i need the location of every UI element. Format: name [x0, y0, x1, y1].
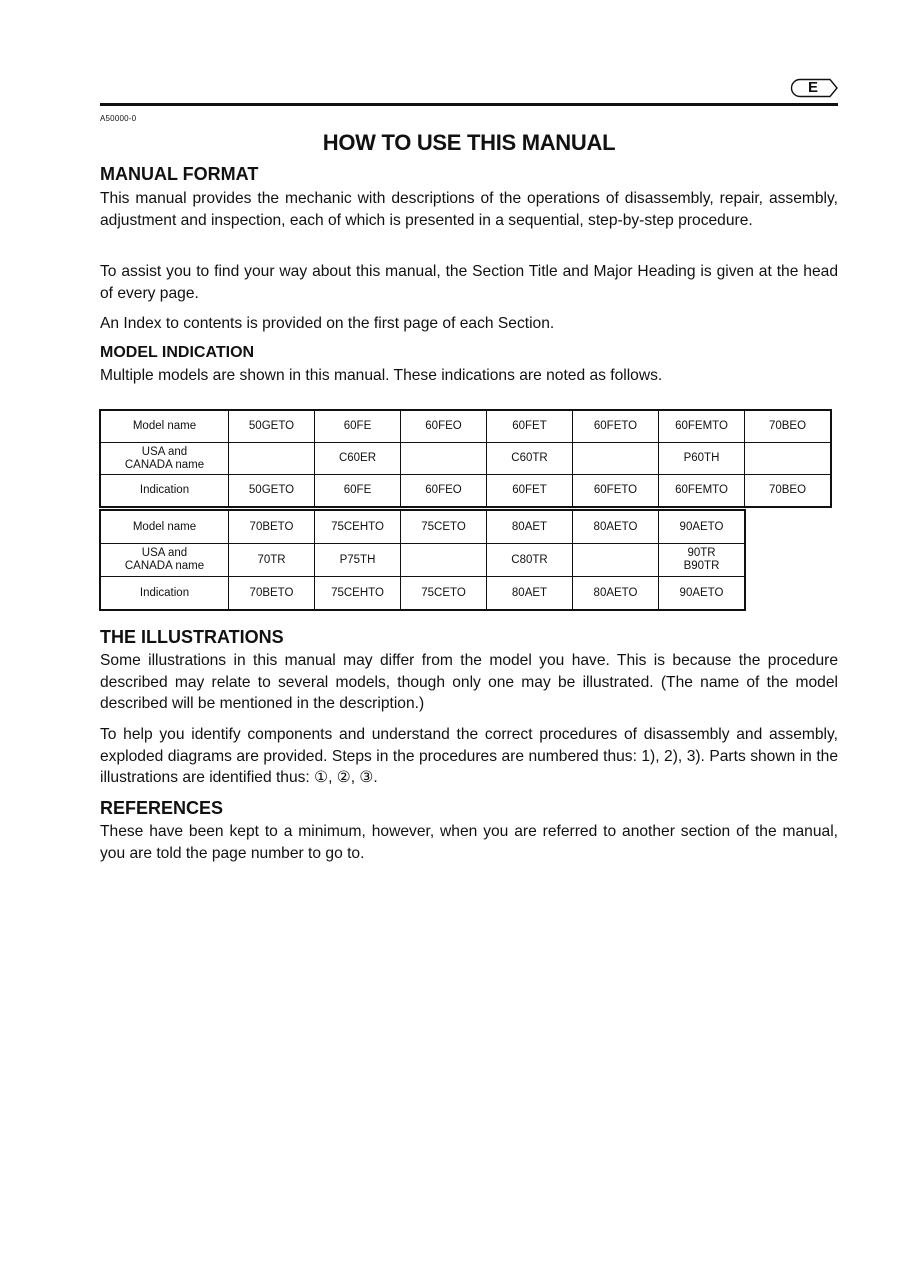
model-indication-heading: MODEL INDICATION [100, 344, 255, 361]
table-row [100, 544, 745, 577]
table-row [100, 475, 831, 508]
table-row [100, 510, 745, 544]
table-cell: 60FET [487, 410, 573, 443]
table-cell: 60FEO [401, 475, 487, 508]
manual-format-heading: MANUAL FORMAT [100, 164, 259, 184]
table-cell: C60TR [487, 443, 573, 475]
page-title: HOW TO USE THIS MANUAL [322, 130, 616, 155]
table-cell: 60FEMTO [659, 475, 745, 508]
table-cell: P60TH [659, 443, 745, 475]
table-row [100, 443, 831, 475]
table-cell: 50GETO [229, 410, 315, 443]
illustrations-heading: THE ILLUSTRATIONS [100, 627, 284, 647]
model-indication-intro: Multiple models are shown in this manual. These indications are noted as follows. [100, 367, 663, 384]
table-cell [745, 443, 832, 475]
references-heading: REFERENCES [100, 798, 224, 818]
table-cell [401, 443, 487, 475]
model-table-1 [99, 409, 832, 508]
row-label-text: USA and CANADA name [124, 547, 205, 572]
table-cell: 75CEHTO [315, 510, 401, 544]
table-cell [401, 544, 487, 577]
table-cell: 70BEO [745, 475, 832, 508]
table-cell-text: 90TR B90TR [683, 547, 720, 572]
table-cell: 70BEO [745, 410, 832, 443]
row-label: Model name [100, 510, 229, 544]
table-cell: 80AET [487, 577, 573, 611]
table-cell: 90AETO [659, 510, 746, 544]
table-cell: 90AETO [659, 577, 746, 611]
language-letter: E [807, 79, 818, 96]
row-label [100, 544, 229, 577]
header-rule [100, 103, 838, 106]
table-cell: 75CETO [401, 577, 487, 611]
table-cell: 60FE [315, 475, 401, 508]
page-code: A50000-0 [100, 114, 137, 123]
table-cell: 60FETO [573, 475, 659, 508]
table-cell: P75TH [315, 544, 401, 577]
table-cell: C80TR [487, 544, 573, 577]
table-cell: 80AETO [573, 577, 659, 611]
table-cell: 50GETO [229, 475, 315, 508]
manual-format-paragraph-1: This manual provides the mechanic with descriptions of the operations of disassembly, repair, assembly, adjustment and inspection, each of which is presented in a sequential, step-by-step procedure. [100, 190, 838, 229]
manual-format-paragraph-3: An Index to contents is provided on the first page of each Section. [100, 315, 555, 332]
references-paragraph-1: These have been kept to a minimum, however, when you are referred to another section of the manual, you are told the page number to go to. [100, 823, 838, 862]
table-cell: 80AET [487, 510, 573, 544]
table-cell [229, 443, 315, 475]
table-cell: 70BETO [229, 510, 315, 544]
table-cell: 70BETO [229, 577, 315, 611]
row-label: Model name [100, 410, 229, 443]
language-badge [788, 78, 838, 98]
table-cell [573, 443, 659, 475]
row-label: Indication [100, 475, 229, 508]
row-label: Indication [100, 577, 229, 611]
table-cell: 70TR [229, 544, 315, 577]
table-cell: 60FEO [401, 410, 487, 443]
table-cell [659, 544, 746, 577]
illustrations-paragraph-2: To help you identify components and understand the correct procedures of disassembly and assembly, exploded diagrams are provided. Steps in the procedures are numbered thus: 1), 2), 3). Parts shown in the illustrations are identified thus: ①, ②, ③. [100, 726, 838, 786]
table-cell: 60FE [315, 410, 401, 443]
table-cell: 60FEMTO [659, 410, 745, 443]
table-row [100, 410, 831, 443]
manual-format-paragraph-2: To assist you to find your way about this manual, the Section Title and Major Heading is given at the head of every page. [100, 263, 838, 302]
model-table-2 [99, 509, 746, 611]
table-cell [573, 544, 659, 577]
table-cell: 75CETO [401, 510, 487, 544]
table-cell: C60ER [315, 443, 401, 475]
row-label-text: USA and CANADA name [124, 445, 205, 471]
table-cell: 80AETO [573, 510, 659, 544]
table-cell: 75CEHTO [315, 577, 401, 611]
table-row [100, 577, 745, 611]
table-cell: 60FETO [573, 410, 659, 443]
table-cell: 60FET [487, 475, 573, 508]
illustrations-paragraph-1: Some illustrations in this manual may differ from the model you have. This is because the procedure described may relate to several models, though only one may be illustrated. (The name of the model described will be mentioned in the description.) [100, 652, 838, 712]
row-label [100, 443, 229, 475]
